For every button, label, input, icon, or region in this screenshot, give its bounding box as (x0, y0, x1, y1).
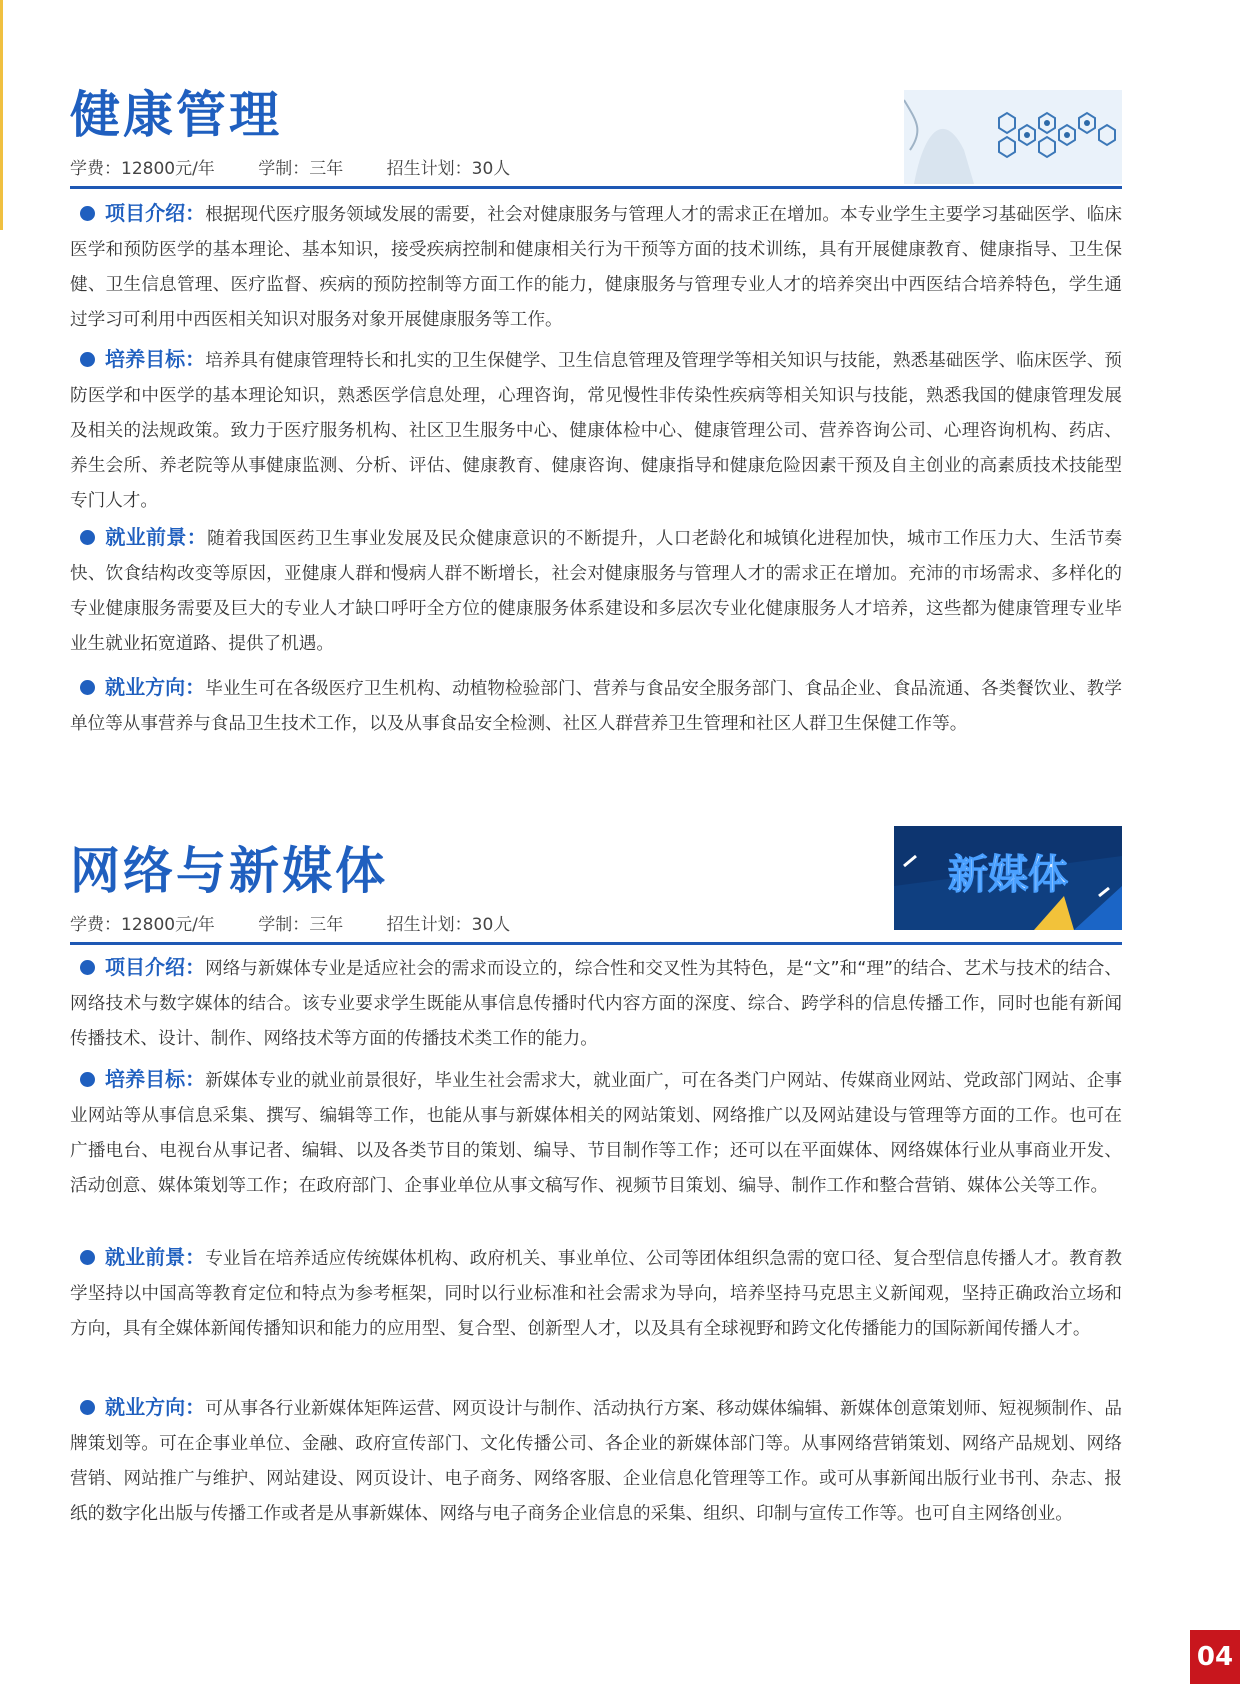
paragraph-text: 可从事各行业新媒体矩阵运营、网页设计与制作、活动执行方案、移动媒体编辑、新媒体创意策划师、短视频制作、品牌策划等。可在企事业单位、金融、政府宣传部门、文化传播公司、各企业的新媒体部门等。从事网络营销策划、网络产品规划、网络营销、网站推广与维护、网站建设、网页设计、电子商务、网络客服、企业信息化管理等工作。或可从事新闻出版行业书刊、杂志、报纸的数字化出版与传播工作或者是从事新媒体、网络与电子商务企业信息的采集、组织、印制与宣传工作等。也可自主网络创业。 (70, 1399, 1123, 1524)
paragraph-prospects (70, 520, 1122, 662)
page-number: 04 (1190, 1630, 1240, 1684)
paragraph-goals (70, 1062, 1122, 1204)
bullet-icon (80, 960, 95, 975)
paragraph-label: 培养目标： (105, 347, 206, 371)
section-title: 健康管理 (70, 86, 282, 144)
new-media-image-text: 新媒体 (948, 852, 1068, 898)
bullet-icon (80, 680, 95, 695)
study-duration: 学制：三年 (258, 159, 344, 179)
paragraph-intro (70, 950, 1122, 1057)
left-edge-accent (0, 0, 3, 230)
program-section-new-media (70, 826, 1123, 1524)
tuition-fee: 学费：12800元/年 (70, 159, 215, 179)
paragraph-label: 就业方向： (105, 1395, 206, 1419)
paragraph-prospects (70, 1240, 1122, 1347)
bullet-icon (80, 1072, 95, 1087)
program-section-health-management (70, 60, 1123, 734)
paragraph-text: 根据现代医疗服务领域发展的需要，社会对健康服务与管理人才的需求正在增加。本专业学生主要学习基础医学、临床医学和预防医学的基本理论、基本知识，接受疾病控制和健康相关行为干预等方面的技术训练，具有开展健康教育、健康指导、卫生保健、卫生信息管理、医疗监督、疾病的预防控制等方面工作的能力，健康服务与管理专业人才的培养突出中西医结合培养特色，学生通过学习可利用中西医相关知识对服务对象开展健康服务等工作。 (70, 205, 1123, 330)
paragraph-text: 毕业生可在各级医疗卫生机构、动植物检验部门、营养与食品安全服务部门、食品企业、食品流通、各类餐饮业、教学单位等从事营养与食品卫生技术工作，以及从事食品安全检测、社区人群营养卫生管理和社区人群卫生保健工作等。 (70, 679, 1123, 734)
paragraph-label: 项目介绍： (105, 201, 206, 225)
paragraph-text: 培养具有健康管理特长和扎实的卫生保健学、卫生信息管理及管理学等相关知识与技能，熟悉基础医学、临床医学、预防医学和中医学的基本理论知识，熟悉医学信息处理，心理咨询，常见慢性非传染性疾病等相关知识与技能，熟悉我国的健康管理发展及相关的法规政策。致力于医疗服务机构、社区卫生服务中心、健康体检中心、健康管理公司、营养咨询公司、心理咨询机构、药店、养生会所、养老院等从事健康监测、分析、评估、健康教育、健康咨询、健康指导和健康危险因素干预及自主创业的高素质技术技能型专门人才。 (70, 351, 1123, 511)
section-title: 网络与新媒体 (70, 842, 388, 900)
paragraph-intro (70, 196, 1122, 338)
bullet-icon (80, 1250, 95, 1265)
medical-network-image (904, 90, 1122, 184)
paragraph-text: 专业旨在培养适应传统媒体机构、政府机关、事业单位、公司等团体组织急需的宽口径、复合型信息传播人才。教育教学坚持以中国高等教育定位和特点为参考框架，同时以行业标准和社会需求为导向，培养坚持马克思主义新闻观，坚持正确政治立场和方向，具有全媒体新闻传播知识和能力的应用型、复合型、创新型人才，以及具有全球视野和跨文化传播能力的国际新闻传播人才。 (70, 1249, 1123, 1339)
enrollment-plan: 招生计划：30人 (386, 159, 511, 179)
study-duration: 学制：三年 (258, 915, 344, 935)
new-media-image (894, 826, 1122, 930)
bullet-icon (80, 530, 95, 545)
bullet-icon (80, 206, 95, 221)
tuition-fee: 学费：12800元/年 (70, 915, 215, 935)
paragraph-text: 网络与新媒体专业是适应社会的需求而设立的，综合性和交叉性为其特色，是“文”和“理”的结合、艺术与技术的结合、网络技术与数字媒体的结合。该专业要求学生既能从事信息传播时代内容方面的深度、综合、跨学科的信息传播工作，同时也能有新闻传播技术、设计、制作、网络技术等方面的传播技术类工作的能力。 (70, 959, 1123, 1049)
paragraph-goals (70, 342, 1122, 519)
paragraph-label: 项目介绍： (105, 955, 206, 979)
paragraph-label: 培养目标： (105, 1067, 206, 1091)
bullet-icon (80, 352, 95, 367)
paragraph-directions (70, 1390, 1122, 1532)
bullet-icon (80, 1400, 95, 1415)
paragraph-label: 就业方向： (105, 675, 206, 699)
paragraph-text: 随着我国医药卫生事业发展及民众健康意识的不断提升，人口老龄化和城镇化进程加快，城市工作压力大、生活节奏快、饮食结构改变等原因，亚健康人群和慢病人群不断增长，社会对健康服务与管理人才的需求正在增加。充沛的市场需求、多样化的专业健康服务需要及巨大的专业人才缺口呼吁全方位的健康服务体系建设和多层次专业化健康服务人才培养，这些都为健康管理专业毕业生就业拓宽道路、提供了机遇。 (70, 529, 1123, 654)
paragraph-text: 新媒体专业的就业前景很好，毕业生社会需求大，就业面广，可在各类门户网站、传媒商业网站、党政部门网站、企事业网站等从事信息采集、撰写、编辑等工作，也能从事与新媒体相关的网站策划、网络推广以及网站建设与管理等方面的工作。也可在广播电台、电视台从事记者、编辑、以及各类节目的策划、编导、节目制作等工作；还可以在平面媒体、网络媒体行业从事商业开发、活动创意、媒体策划等工作；在政府部门、企事业单位从事文稿写作、视频节目策划、编导、制作工作和整合营销、媒体公关等工作。 (70, 1071, 1123, 1196)
enrollment-plan: 招生计划：30人 (386, 915, 511, 935)
paragraph-label: 就业前景： (105, 525, 208, 549)
section-divider (70, 186, 1122, 189)
section-divider (70, 942, 1122, 945)
paragraph-label: 就业前景： (105, 1245, 206, 1269)
paragraph-directions (70, 670, 1122, 742)
